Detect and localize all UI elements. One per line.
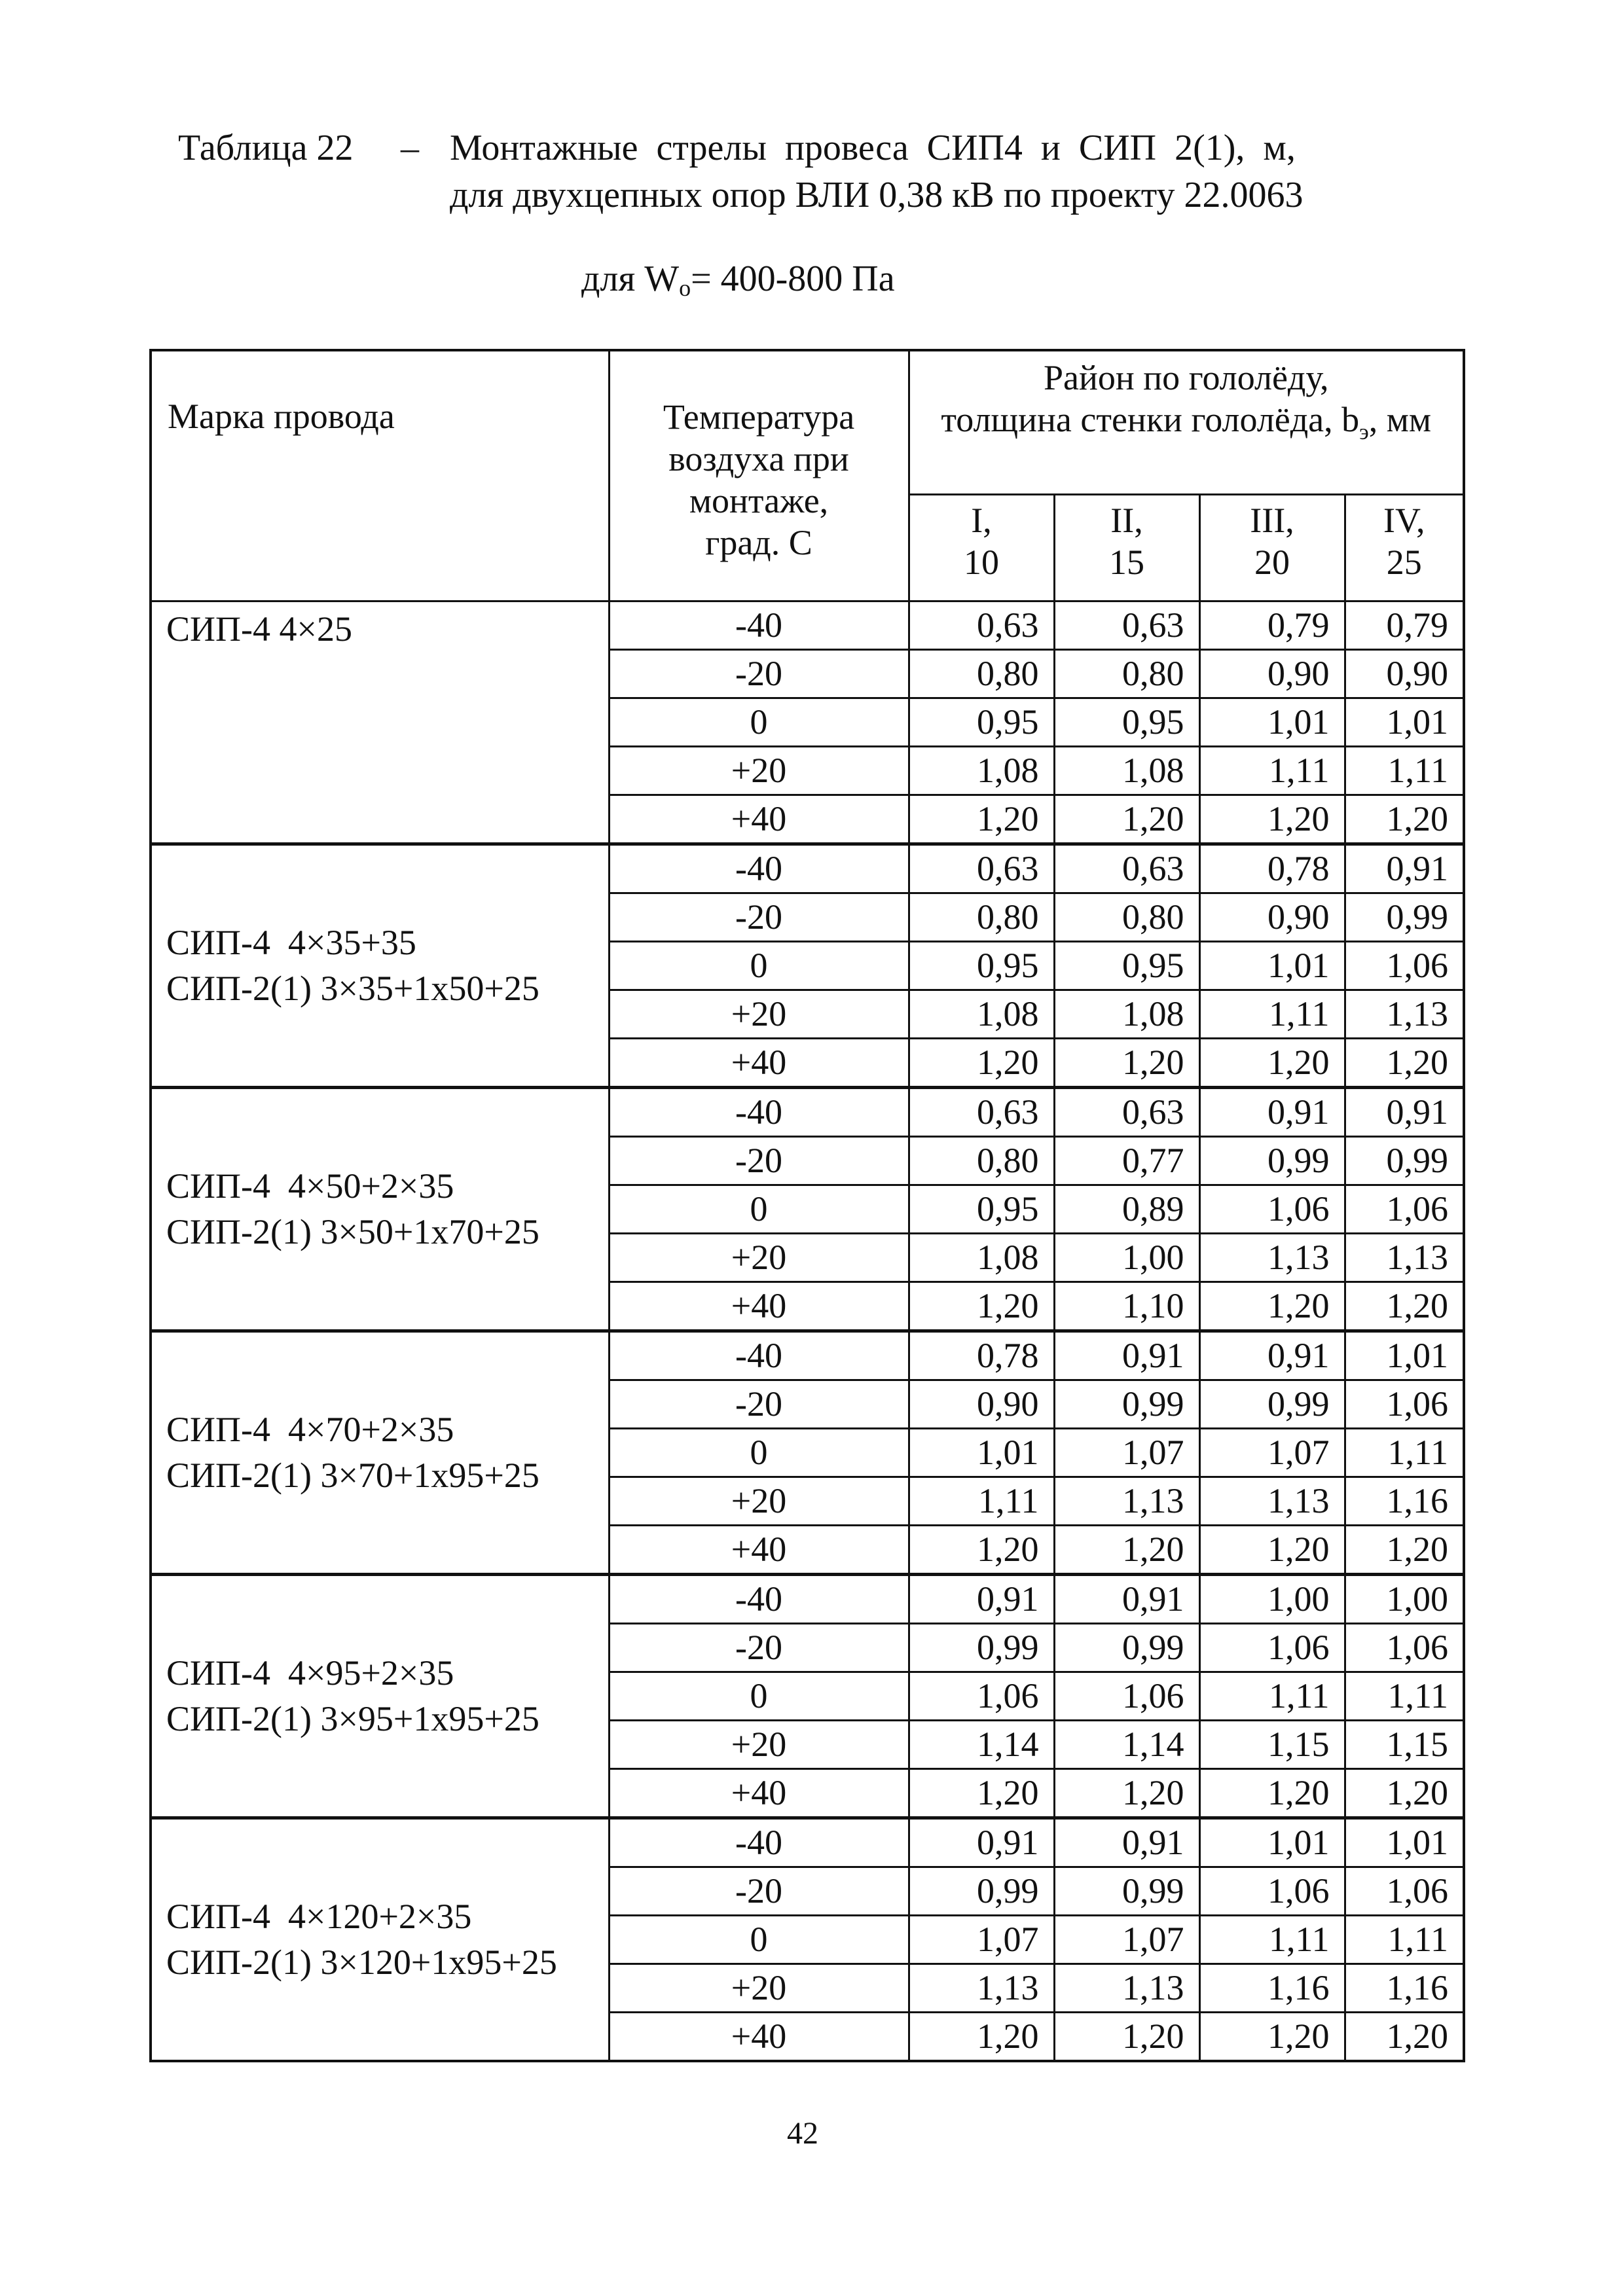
sag-value-cell: 1,20 xyxy=(1199,1768,1345,1818)
sag-value-cell: 1,20 xyxy=(1199,1282,1345,1331)
region-thickness: 15 xyxy=(1109,542,1144,582)
sag-value-cell: 1,20 xyxy=(909,1768,1054,1818)
sag-value-cell: 0,91 xyxy=(909,1574,1054,1623)
sag-value-cell: 1,16 xyxy=(1199,1964,1345,2012)
sag-value-cell: 0,95 xyxy=(909,1185,1054,1233)
sag-value-cell: 1,20 xyxy=(1345,795,1464,844)
table-row xyxy=(151,1574,1464,1623)
sag-value-cell: 1,08 xyxy=(909,1233,1054,1282)
sag-value-cell: 0,91 xyxy=(1199,1087,1345,1136)
sag-value-cell: 1,01 xyxy=(909,1428,1054,1477)
sag-value-cell: 1,01 xyxy=(1199,698,1345,746)
temperature-cell: -20 xyxy=(609,1136,909,1185)
sag-value-cell: 1,16 xyxy=(1345,1964,1464,2012)
wind-load-value: = 400-800 Па xyxy=(691,259,895,299)
sag-value-cell: 1,01 xyxy=(1345,1331,1464,1380)
sag-value-cell: 0,99 xyxy=(1199,1136,1345,1185)
sag-value-cell: 1,01 xyxy=(1199,1818,1345,1867)
sag-value-cell: 0,95 xyxy=(1054,698,1199,746)
sag-value-cell: 1,06 xyxy=(1345,1380,1464,1428)
sag-value-cell: 0,99 xyxy=(1054,1380,1199,1428)
sag-value-cell: 0,77 xyxy=(1054,1136,1199,1185)
wire-brand: СИП-4 4×50+2×35 xyxy=(166,1166,454,1206)
caption-title-line1: Монтажные стрелы провеса СИП4 и СИП 2(1), м, xyxy=(450,128,1296,168)
wire-brand: СИП-4 4×25 xyxy=(166,609,352,649)
table-row xyxy=(151,1818,1464,1867)
temperature-cell: -20 xyxy=(609,1380,909,1428)
sag-value-cell: 0,99 xyxy=(909,1623,1054,1672)
sag-value-cell: 1,00 xyxy=(1345,1574,1464,1623)
sag-value-cell: 0,90 xyxy=(1199,649,1345,698)
wire-brand-cell xyxy=(151,1331,609,1574)
sag-value-cell: 0,95 xyxy=(909,941,1054,990)
sag-value-cell: 1,06 xyxy=(909,1672,1054,1720)
temperature-cell: +20 xyxy=(609,1233,909,1282)
sag-value-cell: 0,99 xyxy=(1199,1380,1345,1428)
sag-value-cell: 1,00 xyxy=(1054,1233,1199,1282)
sag-value-cell: 0,63 xyxy=(909,601,1054,649)
temperature-cell: 0 xyxy=(609,1185,909,1233)
sag-value-cell: 1,07 xyxy=(1054,1428,1199,1477)
sag-value-cell: 0,89 xyxy=(1054,1185,1199,1233)
sag-value-cell: 1,20 xyxy=(1199,1038,1345,1087)
sag-value-cell: 0,78 xyxy=(909,1331,1054,1380)
temperature-cell: -40 xyxy=(609,1574,909,1623)
wire-brand: СИП-4 4×120+2×35 xyxy=(166,1897,472,1936)
sag-value-cell: 0,90 xyxy=(1345,649,1464,698)
temperature-cell: -20 xyxy=(609,1867,909,1915)
region-name: III, xyxy=(1250,500,1294,540)
header-region-4 xyxy=(1345,494,1464,601)
sag-value-cell: 1,13 xyxy=(1054,1477,1199,1525)
sag-value-cell: 1,13 xyxy=(1345,990,1464,1038)
sag-value-cell: 0,91 xyxy=(909,1818,1054,1867)
sag-value-cell: 1,20 xyxy=(1054,2012,1199,2061)
sag-value-cell: 1,13 xyxy=(1054,1964,1199,2012)
sag-value-cell: 1,07 xyxy=(1054,1915,1199,1964)
region-name: I, xyxy=(971,500,992,540)
region-thickness: 25 xyxy=(1386,542,1422,582)
sag-value-cell: 0,95 xyxy=(1054,941,1199,990)
header-temperature-line: Температура xyxy=(663,397,855,437)
sag-value-cell: 1,20 xyxy=(1345,1038,1464,1087)
sag-value-cell: 0,91 xyxy=(1199,1331,1345,1380)
sag-value-cell: 1,15 xyxy=(1345,1720,1464,1768)
sag-value-cell: 1,20 xyxy=(1345,2012,1464,2061)
header-temperature-line: воздуха при xyxy=(668,439,849,478)
sag-value-cell: 1,01 xyxy=(1199,941,1345,990)
sag-value-cell: 0,78 xyxy=(1199,844,1345,893)
sag-value-cell: 1,06 xyxy=(1345,941,1464,990)
sag-value-cell: 1,11 xyxy=(1345,1672,1464,1720)
temperature-cell: -40 xyxy=(609,1087,909,1136)
temperature-cell: +20 xyxy=(609,1477,909,1525)
table-caption xyxy=(178,124,1422,219)
header-ice-region xyxy=(909,350,1464,494)
sag-value-cell: 0,99 xyxy=(1345,893,1464,941)
sag-value-cell: 0,80 xyxy=(909,649,1054,698)
sag-value-cell: 1,13 xyxy=(1199,1477,1345,1525)
sag-value-cell: 1,20 xyxy=(909,795,1054,844)
temperature-cell: +40 xyxy=(609,795,909,844)
sag-value-cell: 0,80 xyxy=(909,893,1054,941)
sag-value-cell: 1,20 xyxy=(1054,1525,1199,1574)
sag-value-cell: 0,91 xyxy=(1054,1331,1199,1380)
caption-title-line2: для двухцепных опор ВЛИ 0,38 кВ по проекту 22.0063 xyxy=(450,175,1304,215)
sag-value-cell: 1,10 xyxy=(1054,1282,1199,1331)
sag-value-cell: 1,11 xyxy=(909,1477,1054,1525)
sag-value-cell: 0,80 xyxy=(909,1136,1054,1185)
sag-value-cell: 1,00 xyxy=(1199,1574,1345,1623)
sag-value-cell: 1,20 xyxy=(1345,1282,1464,1331)
sag-value-cell: 0,91 xyxy=(1054,1818,1199,1867)
temperature-cell: 0 xyxy=(609,698,909,746)
sag-value-cell: 1,20 xyxy=(1345,1768,1464,1818)
sag-value-cell: 1,13 xyxy=(909,1964,1054,2012)
temperature-cell: +40 xyxy=(609,1282,909,1331)
table-row xyxy=(151,844,1464,893)
wire-brand: СИП-2(1) 3×95+1x95+25 xyxy=(166,1699,539,1738)
page-number: 42 xyxy=(787,2116,818,2151)
sag-value-cell: 1,06 xyxy=(1345,1623,1464,1672)
sag-value-cell: 1,15 xyxy=(1199,1720,1345,1768)
sag-value-cell: 1,11 xyxy=(1199,1915,1345,1964)
wire-brand-cell xyxy=(151,844,609,1087)
sag-value-cell: 1,06 xyxy=(1345,1185,1464,1233)
temperature-cell: -40 xyxy=(609,601,909,649)
wind-load-prefix: для W xyxy=(581,259,680,299)
temperature-cell: 0 xyxy=(609,1672,909,1720)
header-temperature-line: монтаже, xyxy=(689,481,829,520)
sag-value-cell: 0,80 xyxy=(1054,649,1199,698)
sag-value-cell: 0,63 xyxy=(909,1087,1054,1136)
sag-value-cell: 1,20 xyxy=(1199,795,1345,844)
header-region-1 xyxy=(909,494,1054,601)
wire-brand: СИП-4 4×95+2×35 xyxy=(166,1653,454,1693)
temperature-cell: +40 xyxy=(609,1525,909,1574)
sag-value-cell: 1,20 xyxy=(909,1282,1054,1331)
sag-value-cell: 0,79 xyxy=(1199,601,1345,649)
table-row xyxy=(151,1331,1464,1380)
wire-brand: СИП-2(1) 3×70+1x95+25 xyxy=(166,1456,539,1495)
sag-value-cell: 1,20 xyxy=(909,1525,1054,1574)
temperature-cell: +20 xyxy=(609,1720,909,1768)
sag-value-cell: 1,20 xyxy=(1054,1038,1199,1087)
wire-brand: СИП-2(1) 3×35+1x50+25 xyxy=(166,969,539,1008)
header-region-3 xyxy=(1199,494,1345,601)
wire-brand: СИП-4 4×70+2×35 xyxy=(166,1410,454,1449)
header-temperature-line: град. С xyxy=(705,523,812,562)
table-row xyxy=(151,1087,1464,1136)
sag-value-cell: 0,63 xyxy=(1054,601,1199,649)
header-ice-region-line xyxy=(910,399,1463,454)
sag-value-cell: 0,99 xyxy=(1054,1867,1199,1915)
sag-value-cell: 1,06 xyxy=(1199,1623,1345,1672)
sag-value-cell: 0,80 xyxy=(1054,893,1199,941)
header-ice-thickness-text: толщина стенки гололёда, b xyxy=(941,400,1360,439)
temperature-cell: 0 xyxy=(609,1428,909,1477)
sag-value-cell: 0,95 xyxy=(909,698,1054,746)
sag-value-cell: 1,20 xyxy=(1054,1768,1199,1818)
sag-value-cell: 0,91 xyxy=(1054,1574,1199,1623)
sag-value-cell: 1,20 xyxy=(1199,2012,1345,2061)
temperature-cell: +20 xyxy=(609,1964,909,2012)
sag-value-cell: 0,63 xyxy=(1054,844,1199,893)
wind-load-condition xyxy=(581,255,895,312)
sag-value-cell: 1,14 xyxy=(1054,1720,1199,1768)
sag-value-cell: 1,11 xyxy=(1199,990,1345,1038)
wire-brand: СИП-2(1) 3×50+1x70+25 xyxy=(166,1212,539,1251)
table-row xyxy=(151,601,1464,649)
sag-value-cell: 0,90 xyxy=(909,1380,1054,1428)
header-ice-region-line: Район по гололёду, xyxy=(1043,358,1329,397)
sag-value-cell: 1,16 xyxy=(1345,1477,1464,1525)
temperature-cell: -40 xyxy=(609,844,909,893)
wire-brand-cell xyxy=(151,601,609,844)
sag-value-cell: 1,11 xyxy=(1345,1915,1464,1964)
sag-value-cell: 1,08 xyxy=(1054,746,1199,795)
sag-value-cell: 1,11 xyxy=(1199,746,1345,795)
sag-value-cell: 1,08 xyxy=(909,990,1054,1038)
sag-table xyxy=(149,349,1465,2062)
sag-value-cell: 0,91 xyxy=(1345,844,1464,893)
sag-value-cell: 1,07 xyxy=(1199,1428,1345,1477)
sag-value-cell: 1,06 xyxy=(1199,1867,1345,1915)
table-label: Таблица 22 xyxy=(178,128,354,168)
sag-value-cell: 1,08 xyxy=(1054,990,1199,1038)
sag-value-cell: 0,90 xyxy=(1199,893,1345,941)
header-temperature xyxy=(609,350,909,601)
temperature-cell: +20 xyxy=(609,990,909,1038)
temperature-cell: -20 xyxy=(609,1623,909,1672)
wire-brand: СИП-2(1) 3×120+1x95+25 xyxy=(166,1943,557,1982)
sag-value-cell: 1,01 xyxy=(1345,698,1464,746)
temperature-cell: +40 xyxy=(609,1038,909,1087)
sag-value-cell: 1,11 xyxy=(1345,746,1464,795)
header-ice-unit: , мм xyxy=(1368,400,1432,439)
sag-value-cell: 1,13 xyxy=(1345,1233,1464,1282)
temperature-cell: -40 xyxy=(609,1818,909,1867)
temperature-cell: 0 xyxy=(609,1915,909,1964)
temperature-cell: +40 xyxy=(609,1768,909,1818)
temperature-cell: -20 xyxy=(609,893,909,941)
temperature-cell: -40 xyxy=(609,1331,909,1380)
wind-load-subscript: o xyxy=(679,275,691,301)
caption-dash: – xyxy=(401,128,419,168)
wire-brand: СИП-4 4×35+35 xyxy=(166,923,416,962)
header-wire-brand: Марка провода xyxy=(151,350,609,601)
sag-value-cell: 1,13 xyxy=(1199,1233,1345,1282)
sag-value-cell: 1,06 xyxy=(1345,1867,1464,1915)
temperature-cell: +40 xyxy=(609,2012,909,2061)
sag-value-cell: 1,20 xyxy=(1054,795,1199,844)
wire-brand-cell xyxy=(151,1087,609,1331)
temperature-cell: -20 xyxy=(609,649,909,698)
sag-value-cell: 1,11 xyxy=(1199,1672,1345,1720)
temperature-cell: +20 xyxy=(609,746,909,795)
region-thickness: 10 xyxy=(964,542,999,582)
sag-value-cell: 1,06 xyxy=(1199,1185,1345,1233)
sag-value-cell: 1,06 xyxy=(1054,1672,1199,1720)
sag-value-cell: 1,20 xyxy=(909,1038,1054,1087)
region-thickness: 20 xyxy=(1254,542,1290,582)
sag-value-cell: 0,63 xyxy=(1054,1087,1199,1136)
sag-value-cell: 1,14 xyxy=(909,1720,1054,1768)
sag-value-cell: 0,63 xyxy=(909,844,1054,893)
header-ice-subscript: э xyxy=(1359,420,1369,444)
sag-value-cell: 0,99 xyxy=(909,1867,1054,1915)
sag-value-cell: 0,99 xyxy=(1054,1623,1199,1672)
sag-value-cell: 1,11 xyxy=(1345,1428,1464,1477)
sag-value-cell: 1,20 xyxy=(1199,1525,1345,1574)
sag-value-cell: 1,20 xyxy=(1345,1525,1464,1574)
sag-value-cell: 0,99 xyxy=(1345,1136,1464,1185)
region-name: II, xyxy=(1110,500,1143,540)
sag-value-cell: 1,07 xyxy=(909,1915,1054,1964)
sag-value-cell: 0,91 xyxy=(1345,1087,1464,1136)
sag-value-cell: 0,79 xyxy=(1345,601,1464,649)
sag-value-cell: 1,01 xyxy=(1345,1818,1464,1867)
sag-value-cell: 1,20 xyxy=(909,2012,1054,2061)
region-name: IV, xyxy=(1383,500,1425,540)
wire-brand-cell xyxy=(151,1818,609,2061)
temperature-cell: 0 xyxy=(609,941,909,990)
header-region-2 xyxy=(1054,494,1199,601)
sag-value-cell: 1,08 xyxy=(909,746,1054,795)
wire-brand-cell xyxy=(151,1574,609,1818)
